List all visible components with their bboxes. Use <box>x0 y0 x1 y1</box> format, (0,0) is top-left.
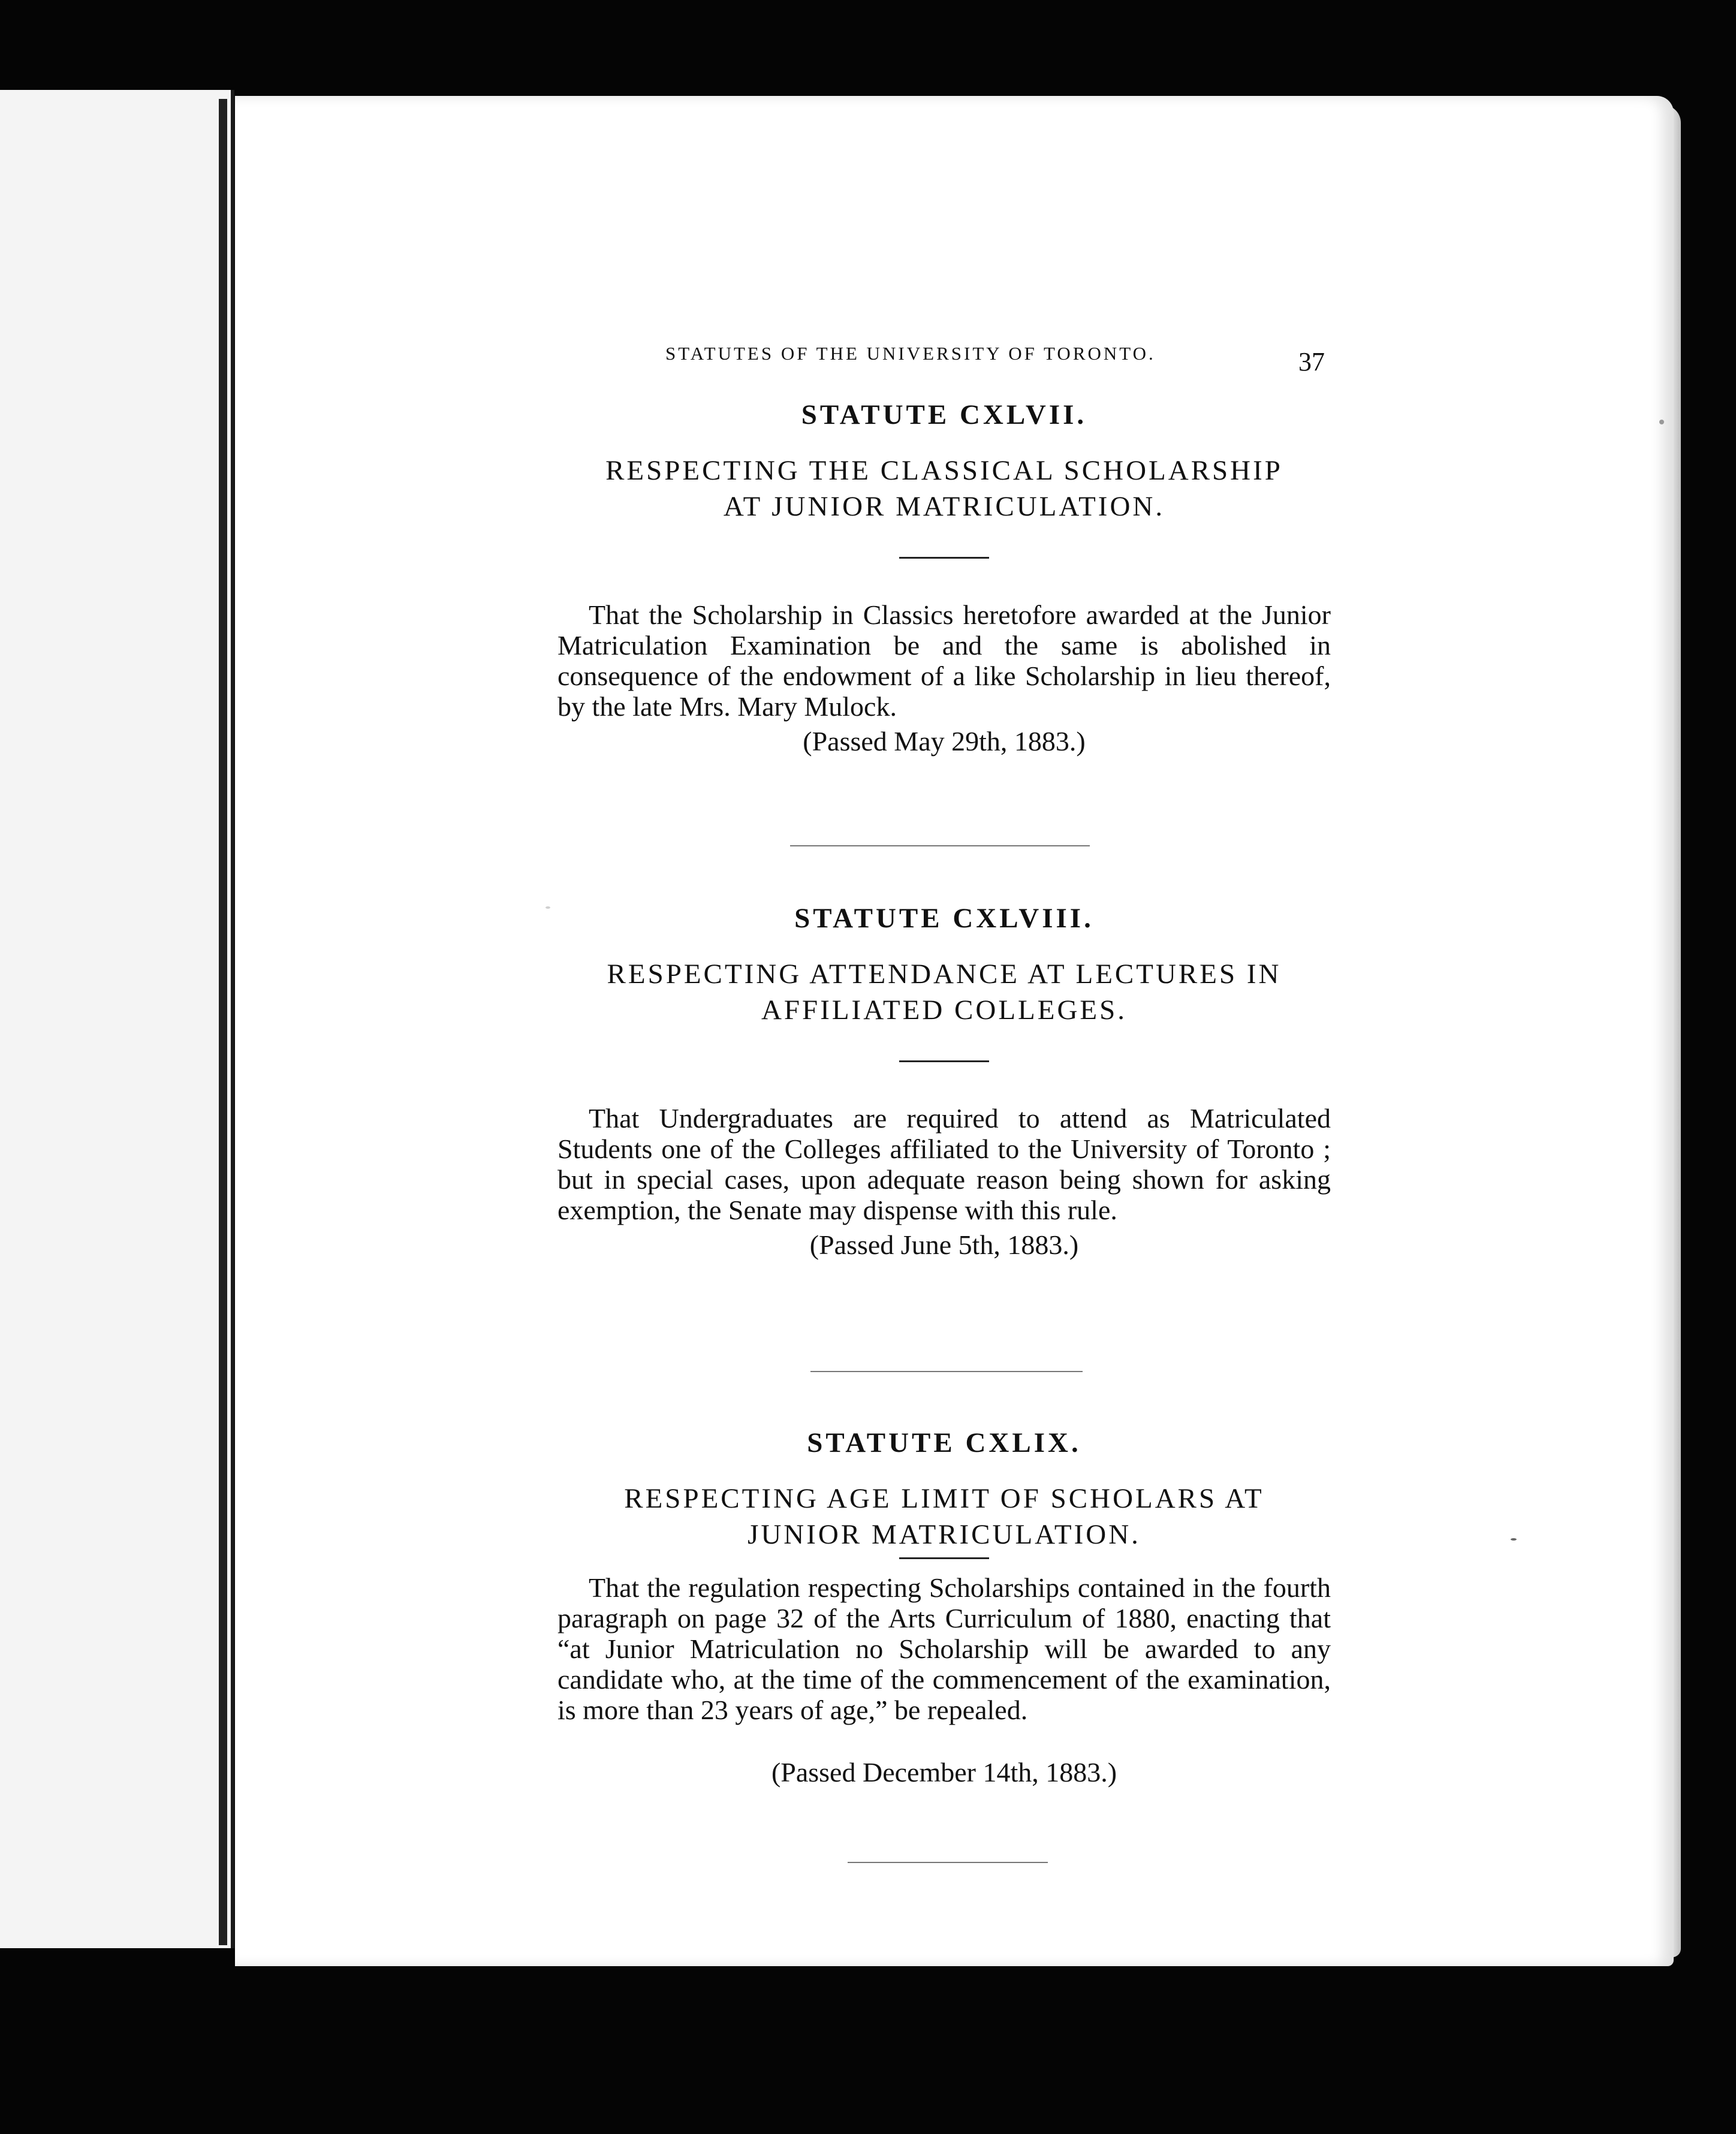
statute-section <box>557 399 1331 757</box>
subject-line: AFFILIATED COLLEGES. <box>761 994 1128 1026</box>
page-number: 37 <box>1298 347 1325 376</box>
facing-left-page <box>0 90 234 1948</box>
statute-subject <box>557 1481 1331 1553</box>
statute-body: That Undergraduates are required to attend as Matriculated Students one of the Colleges affiliated to the University of Toronto ; but in special cases, upon adequate reason being shown for asking exemption, the Senate may dispense with this rule. <box>557 1103 1331 1225</box>
subject-line: RESPECTING ATTENDANCE AT LECTURES IN <box>607 959 1282 990</box>
section-separator <box>848 1862 1048 1863</box>
statute-title: STATUTE CXLVIII. <box>794 903 1094 934</box>
subject-line: RESPECTING THE CLASSICAL SCHOLARSHIP <box>605 455 1283 486</box>
passed-date: (Passed May 29th, 1883.) <box>803 726 1086 756</box>
passed-date: (Passed June 5th, 1883.) <box>809 1229 1079 1260</box>
statute-title: STATUTE CXLVII. <box>801 399 1087 430</box>
passed-date: (Passed December 14th, 1883.) <box>771 1757 1117 1788</box>
subject-line: JUNIOR MATRICULATION. <box>748 1519 1141 1550</box>
statute-subject <box>557 956 1331 1028</box>
speck-mark <box>1511 1538 1517 1541</box>
short-rule <box>899 1060 989 1062</box>
speck-mark <box>545 906 550 909</box>
statute-subject <box>557 453 1331 525</box>
subject-line: AT JUNIOR MATRICULATION. <box>723 491 1165 522</box>
running-head: STATUTES OF THE UNIVERSITY OF TORONTO. <box>665 343 1156 364</box>
short-rule <box>899 557 989 559</box>
statute-body: That the Scholarship in Classics heretofore awarded at the Junior Matriculation Examination be and the same is abolished in consequence of the endowment of a like Scholarship in lieu thereof, by the late Mrs. Mary Mulock. <box>557 599 1331 722</box>
subject-line: RESPECTING AGE LIMIT OF SCHOLARS AT <box>624 1483 1264 1514</box>
speck-mark <box>1659 420 1664 424</box>
statute-section <box>557 902 1331 1261</box>
section-separator <box>790 845 1090 846</box>
statute-title: STATUTE CXLIX. <box>807 1427 1081 1458</box>
statute-body: That the regulation respecting Scholarships contained in the fourth paragraph on page 32 of the Arts Curriculum of 1880, enacting that “at Junior Matriculation no Scholarship will be awarded to any candidate who, at the time of the commencement of the examination, is more than 23 years of age,” be repealed. <box>557 1572 1331 1725</box>
book-spine <box>219 99 227 1945</box>
section-separator <box>810 1371 1083 1372</box>
short-rule <box>899 1557 989 1559</box>
statute-section <box>557 1427 1331 1788</box>
